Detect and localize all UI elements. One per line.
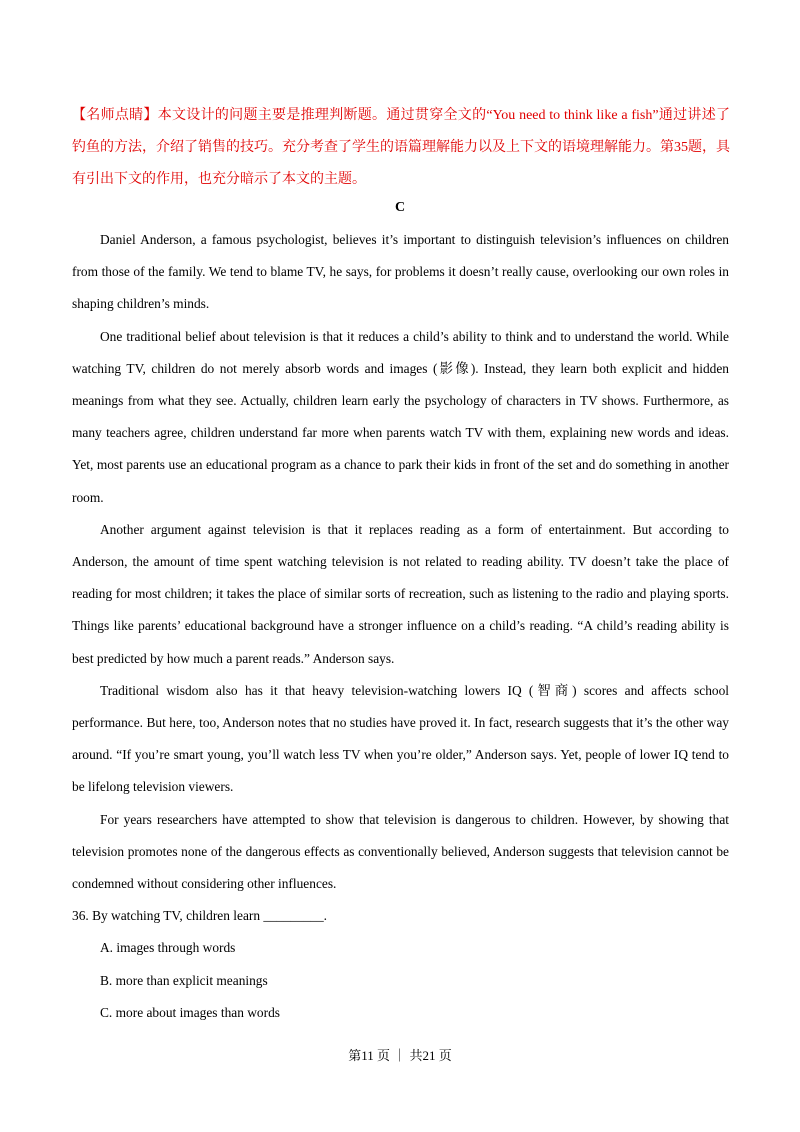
paragraph: Another argument against television is that it replaces reading as a form of entertainment. But according to Anderson, the amount of time spent watching television is not related to reading ability. TV doesn’t take the place of reading for most children; it takes the place of similar sorts of recreation, such as listening to the radio and playing sports. Things like parents’ educational background have a stronger influence on a child’s reading. “A child’s reading ability is best predicted by how much a parent reads.” Anderson says.: [72, 521, 729, 666]
question-stem: 36. By watching TV, children learn _________.: [72, 908, 328, 924]
paragraph: Daniel Anderson, a famous psychologist, believes it’s important to distinguish television’s influences on children from those of the family. We tend to blame TV, he says, for problems it doesn’t really cause, overlooking our own roles in shaping children’s minds.: [72, 232, 729, 312]
paragraph: Traditional wisdom also has it that heavy television-watching lowers IQ (智商) scores and affects school performance. But here, too, Anderson notes that no studies have proved it. In fact, research suggests that it’s the other way around. “If you’re smart young, you’ll watch less TV when you’re older,” Anderson says. Yet, people of lower IQ tend to be lifelong television viewers.: [72, 682, 729, 795]
answer-option-b: B. more than explicit meanings: [100, 972, 268, 988]
paragraph: For years researchers have attempted to show that television is dangerous to children. However, by showing that television promotes none of the dangerous effects as conventionally believed, Anderson suggests that television cannot be condemned without considering other influences.: [72, 811, 729, 892]
paragraph: One traditional belief about television is that it reduces a child’s ability to think and to understand the world. While watching TV, children do not merely absorb words and images (影像). Instead, they learn both explicit and hidden meanings from what they see. Actually, children learn early the psychology of characters in TV shows. Furthermore, as many teachers agree, children understand far more when parents watch TV with them, explaining new words and ideas. Yet, most parents use an educational program as a chance to park their kids in front of the set and do something in another room.: [72, 328, 729, 505]
answer-option-a: A. images through words: [100, 940, 236, 956]
page-footer: 第11 页 ｜ 共21 页: [348, 1048, 452, 1063]
teacher-note: 【名师点睛】本文设计的问题主要是推理判断题。通过贯穿全文的“You need to think like a fish”通过讲述了钓鱼的方法，介绍了销售的技巧。充分考查了学生的语篇理解能力以及上下文的语境理解能力。第35题，具有引出下文的作用，也充分暗示了本文的主题。: [72, 108, 730, 187]
passage-body: [72, 224, 729, 1029]
section-heading: C: [394, 200, 406, 215]
answer-option-c: C. more about images than words: [100, 1004, 280, 1020]
